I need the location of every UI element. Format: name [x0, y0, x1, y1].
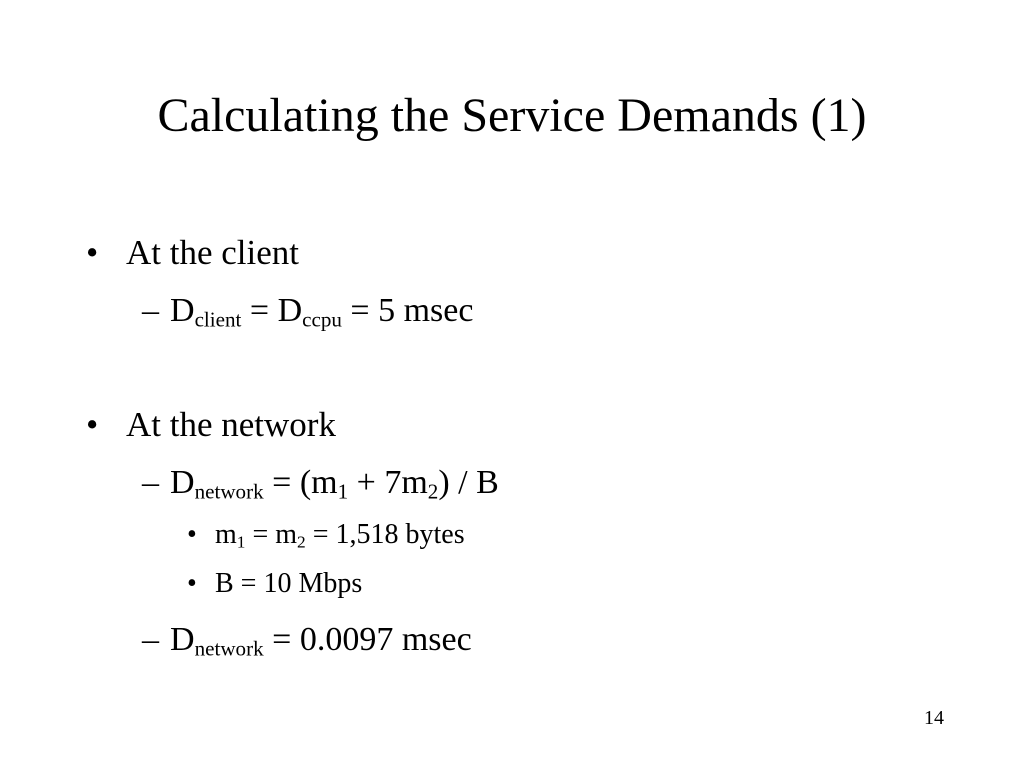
bullet-marker: •: [86, 233, 99, 272]
equation-text: = D: [241, 292, 303, 329]
bullet-marker: •: [86, 405, 99, 444]
detail-subscript-2: 2: [297, 532, 306, 552]
equation-subscript-ccpu: ccpu: [302, 307, 342, 332]
detail-bullet-marker: •: [187, 519, 197, 550]
formula-symbol-d: D: [170, 464, 195, 501]
slide-title: Calculating the Service Demands (1): [157, 89, 867, 142]
detail-text-bytes: = 1,518 bytes: [305, 519, 465, 550]
equation-symbol-d: D: [170, 292, 195, 329]
bullet-network: [86, 404, 336, 446]
formula-subscript-2: 2: [427, 479, 439, 504]
formula-text-divide-b: ) / B: [438, 464, 499, 501]
message-size-detail: [187, 518, 465, 552]
bullet-client-text: At the client: [126, 233, 300, 272]
bandwidth-detail: [187, 567, 362, 601]
result-symbol-d: D: [170, 621, 195, 658]
formula-text-m: = (m: [263, 464, 338, 501]
equation-result: = 5 msec: [341, 292, 474, 329]
result-subscript-network: network: [194, 636, 264, 661]
detail-text-equals-m: = m: [245, 519, 298, 550]
network-demand-formula: [142, 462, 499, 504]
page-number: 14: [924, 707, 944, 729]
detail-bullet-marker: •: [187, 568, 197, 599]
bullet-client: [86, 232, 299, 274]
formula-subscript-1: 1: [337, 479, 349, 504]
dash-marker: –: [142, 621, 159, 658]
dash-marker: –: [142, 292, 159, 329]
result-value: = 0.0097 msec: [263, 621, 472, 658]
equation-subscript-client: client: [194, 307, 242, 332]
formula-subscript-network: network: [194, 479, 264, 504]
formula-text-7m: + 7m: [348, 464, 428, 501]
bandwidth-text: B = 10 Mbps: [215, 568, 363, 599]
client-demand-equation: [142, 290, 473, 332]
detail-subscript-1: 1: [236, 532, 246, 552]
network-demand-result: [142, 619, 472, 661]
detail-text-m: m: [215, 519, 237, 550]
dash-marker: –: [142, 464, 159, 501]
bullet-network-text: At the network: [126, 405, 336, 444]
